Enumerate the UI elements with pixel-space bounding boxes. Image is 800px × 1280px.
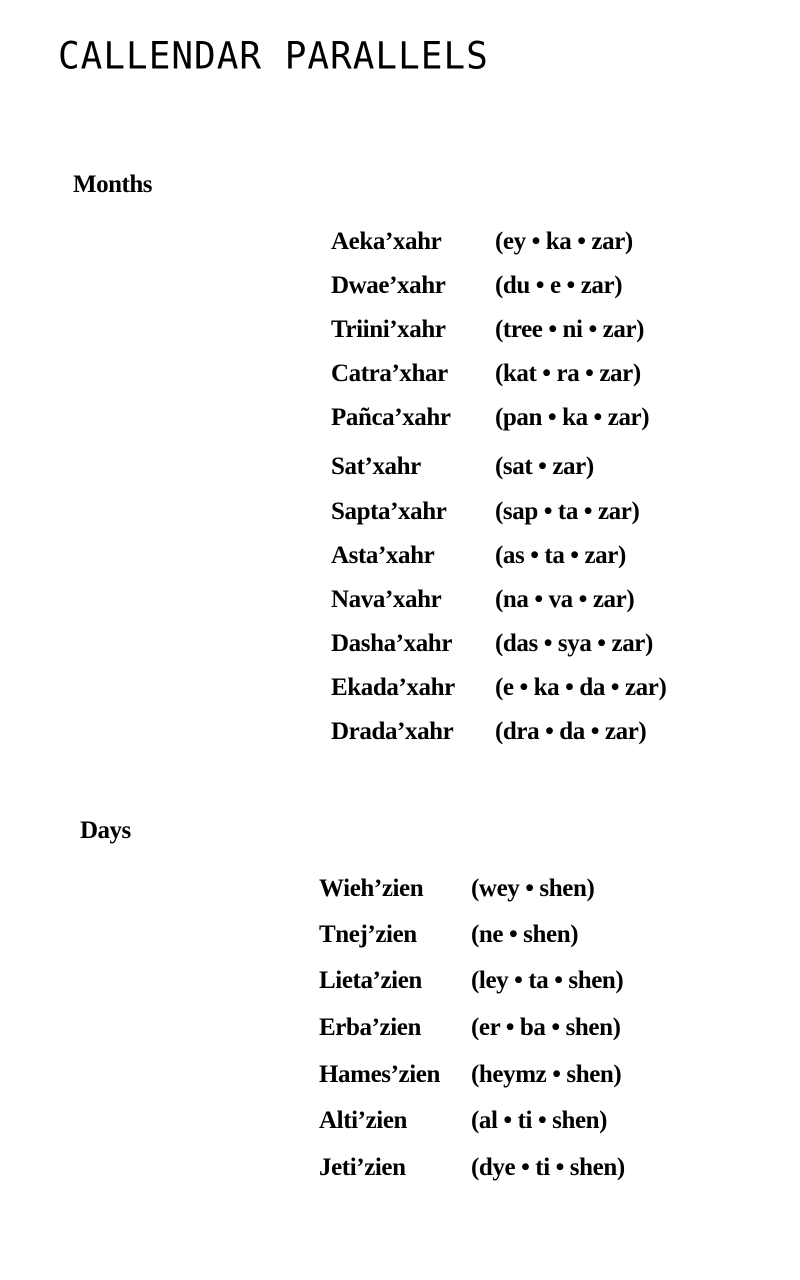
- day-word: Hames’zien: [319, 1061, 440, 1088]
- day-pronunciation: (dye • ti • shen): [471, 1154, 625, 1181]
- month-word: Sat’xahr: [331, 453, 421, 480]
- month-pronunciation: (e • ka • da • zar): [495, 674, 667, 701]
- day-word: Wieh’zien: [319, 875, 424, 902]
- page-title: CALLENDAR PARALLELS: [58, 35, 489, 79]
- day-pronunciation: (al • ti • shen): [471, 1107, 608, 1134]
- month-word: Nava’xahr: [331, 586, 442, 613]
- days-heading: Days: [80, 817, 131, 844]
- day-pronunciation: (ley • ta • shen): [471, 967, 624, 994]
- month-pronunciation: (tree • ni • zar): [495, 316, 645, 343]
- month-pronunciation: (ey • ka • zar): [495, 228, 633, 255]
- month-pronunciation: (sat • zar): [495, 453, 594, 480]
- day-pronunciation: (heymz • shen): [471, 1061, 622, 1088]
- day-pronunciation: (ne • shen): [471, 921, 579, 948]
- day-pronunciation: (wey • shen): [471, 875, 595, 902]
- month-word: Asta’xahr: [331, 542, 435, 569]
- month-pronunciation: (pan • ka • zar): [495, 404, 650, 431]
- month-pronunciation: (kat • ra • zar): [495, 360, 641, 387]
- day-word: Lieta’zien: [319, 967, 422, 994]
- month-pronunciation: (sap • ta • zar): [495, 498, 640, 525]
- month-pronunciation: (dra • da • zar): [495, 718, 647, 745]
- month-pronunciation: (as • ta • zar): [495, 542, 626, 569]
- months-heading: Months: [73, 171, 152, 198]
- month-word: Triini’xahr: [331, 316, 446, 343]
- day-word: Jeti’zien: [319, 1154, 406, 1181]
- month-word: Ekada’xahr: [331, 674, 455, 701]
- day-pronunciation: (er • ba • shen): [471, 1014, 621, 1041]
- month-word: Pañca’xahr: [331, 404, 451, 431]
- month-word: Aeka’xahr: [331, 228, 442, 255]
- month-pronunciation: (na • va • zar): [495, 586, 635, 613]
- month-word: Dasha’xahr: [331, 630, 453, 657]
- month-pronunciation: (du • e • zar): [495, 272, 623, 299]
- day-word: Tnej’zien: [319, 921, 417, 948]
- month-word: Drada’xahr: [331, 718, 454, 745]
- day-word: Erba’zien: [319, 1014, 421, 1041]
- day-word: Alti’zien: [319, 1107, 408, 1134]
- month-word: Catra’xhar: [331, 360, 448, 387]
- month-pronunciation: (das • sya • zar): [495, 630, 653, 657]
- month-word: Sapta’xahr: [331, 498, 447, 525]
- month-word: Dwae’xahr: [331, 272, 446, 299]
